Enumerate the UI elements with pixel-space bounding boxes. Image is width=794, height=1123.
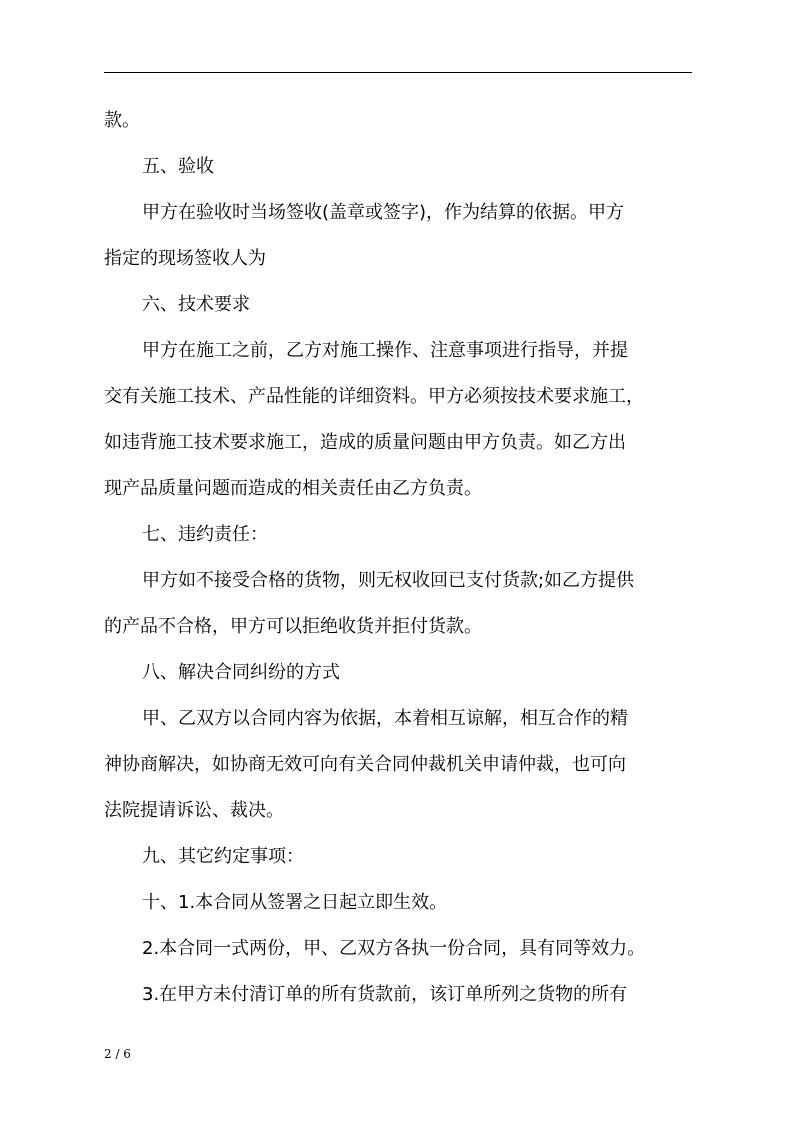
text-line: 甲方在验收时当场签收(盖章或签字)，作为结算的依据。甲方	[142, 202, 625, 223]
text-line: 甲方如不接受合格的货物，则无权收回已支付货款;如乙方提供	[142, 570, 635, 591]
section-heading-other-matters: 九、其它约定事项：	[142, 846, 304, 867]
page-number: 2 / 6	[104, 1047, 131, 1061]
text-line: 神协商解决，如协商无效可向有关合同仲裁机关申请仲裁，也可向	[104, 754, 626, 775]
section-heading-technical-requirements: 六、技术要求	[142, 294, 250, 315]
text-line: 3.在甲方未付清订单的所有货款前，该订单所列之货物的所有	[142, 984, 628, 1005]
text-line: 指定的现场签收人为	[104, 248, 266, 269]
text-line: 甲方在施工之前，乙方对施工操作、注意事项进行指导，并提	[142, 340, 628, 361]
text-line: 交有关施工技术、产品性能的详细资料。甲方必须按技术要求施工，	[104, 386, 644, 407]
text-line: 法院提请诉讼、裁决。	[104, 800, 284, 821]
text-line: 如违背施工技术要求施工，造成的质量问题由甲方负责。如乙方出	[104, 432, 626, 453]
header-rule	[104, 72, 692, 73]
text-line: 甲、乙双方以合同内容为依据，本着相互谅解，相互合作的精	[142, 708, 628, 729]
text-line: 2.本合同一式两份，甲、乙双方各执一份合同，具有同等效力。	[142, 938, 646, 959]
text-line: 的产品不合格，甲方可以拒绝收货并拒付货款。	[104, 616, 482, 637]
section-heading-ten: 十、1.本合同从签署之日起立即生效。	[142, 892, 448, 913]
section-heading-breach-liability: 七、违约责任：	[142, 524, 268, 545]
text-line: 现产品质量问题而造成的相关责任由乙方负责。	[104, 478, 482, 499]
section-heading-dispute-resolution: 八、解决合同纠纷的方式	[142, 662, 340, 683]
contract-body	[104, 98, 704, 1018]
section-heading-acceptance: 五、验收	[142, 156, 214, 177]
text-line: 款。	[104, 110, 140, 131]
